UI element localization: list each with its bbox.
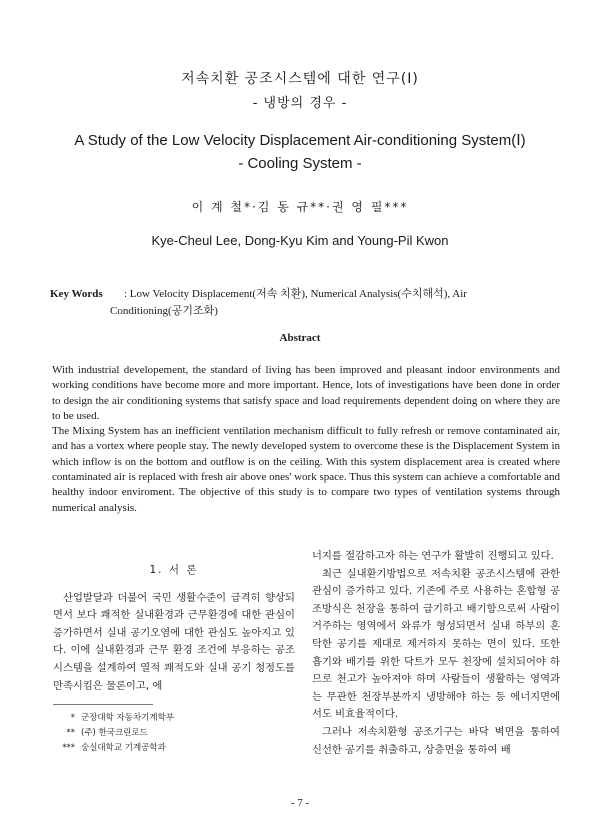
keywords-text-line1: : Low Velocity Displacement(저속 치환), Numerical Analysis(수치해석), Air [124, 288, 467, 300]
english-title-line2: - Cooling System - [238, 155, 362, 172]
abstract-body [52, 363, 560, 516]
body-paragraph: 그러나 저속치환형 공조기구는 바닥 벽면을 통하여 신선한 공기를 취출하고, 상층면을 통하여 배 [312, 725, 560, 756]
footnote [53, 741, 293, 756]
keywords-text-line2: Conditioning(공기조화) [110, 305, 218, 317]
footnote-mark: ** [66, 728, 75, 738]
left-column [53, 548, 295, 695]
footnote-divider [53, 704, 153, 705]
footnote-mark: * [70, 713, 75, 723]
abstract-paragraph: With industrial developement, the standard of living has been improved and pleasant indoor environments and working conditions have become more and more important. Hence, lots of investigations have been done in order to design the air conditioning systems that satisfy space and load requirements dependent doing on where they are to be used. [52, 364, 560, 422]
footnote-mark: *** [62, 743, 75, 753]
footnote [53, 726, 293, 741]
abstract-paragraph: The Mixing System has an inefficient ventilation mechanism difficult to fully refresh or remove contaminated air, and has a vortex where people stay. The newly developed system to overcome these is the Displacement System in which inflow is on the bottom and outflow is on the ceiling. With this system displacement area is created where contaminated air is replaced with fresh air above ones' work space. Thus this system can achieve a comfortable and healthy indoor enviroment. The objective of this study is to compare two types of ventilation systems through numerical analysis. [52, 425, 560, 514]
korean-title: 저속치환 공조시스템에 대한 연구(Ⅰ) [181, 71, 419, 87]
footnote-text: (주) 한국크린로드 [81, 728, 148, 738]
english-authors: Kye-Cheul Lee, Dong-Kyu Kim and Young-Pil Kwon [151, 233, 449, 248]
keywords-label: Key Words [50, 288, 103, 300]
right-column [312, 548, 560, 759]
body-paragraph: 너지를 절감하고자 하는 연구가 활발히 진행되고 있다. [312, 550, 554, 562]
korean-subtitle: - 냉방의 경우 - [252, 96, 348, 111]
footnote [53, 711, 293, 726]
korean-authors: 이 계 철*·김 동 규**·권 영 필*** [191, 200, 409, 214]
footnotes [53, 711, 293, 756]
abstract-heading: Abstract [279, 332, 321, 344]
footnote-text: 숭실대학교 기계공학과 [81, 743, 166, 753]
section-heading: 1. 서 론 [149, 564, 199, 576]
footnote-text: 군장대학 자동차기계학부 [81, 713, 175, 723]
body-paragraph: 산업발달과 더불어 국민 생활수준이 급격히 향상되면서 보다 쾌적한 실내환경과 근무환경에 대한 관심이 증가하면서 실내 공기오염에 대한 관심도 높아지고 있다. 이에 실내환경과 근무 환경 조건에 부응하는 공조시스템을 설계하여 열적 쾌적도와 실내 공기 청정도를 만족시킴은 물론이고, 에 [53, 591, 295, 692]
body-paragraph: 최근 실내환기방법으로 저속치환 공조시스템에 관한 관심이 증가하고 있다. 기존에 주로 사용하는 혼합형 공조방식은 천장을 통하여 급기하고 배기함으로써 사람이 거주하는 영역에서 와류가 형성되면서 실내 하부의 혼탁한 공기를 제대로 제거하지 못하는 면이 있다. 또한 흡기와 배기를 위한 닥트가 모두 천장에 설치되어야 하므로 천고가 높아져야 하며 사람들이 생활하는 영역과는 무관한 천장부분까지 냉방해야 하는 등 에너지면에서도 비효율적이다. [312, 567, 560, 721]
english-title-line1: A Study of the Low Velocity Displacement Air-conditioning System(Ⅰ) [74, 132, 526, 149]
page-number: - 7 - [290, 797, 310, 809]
